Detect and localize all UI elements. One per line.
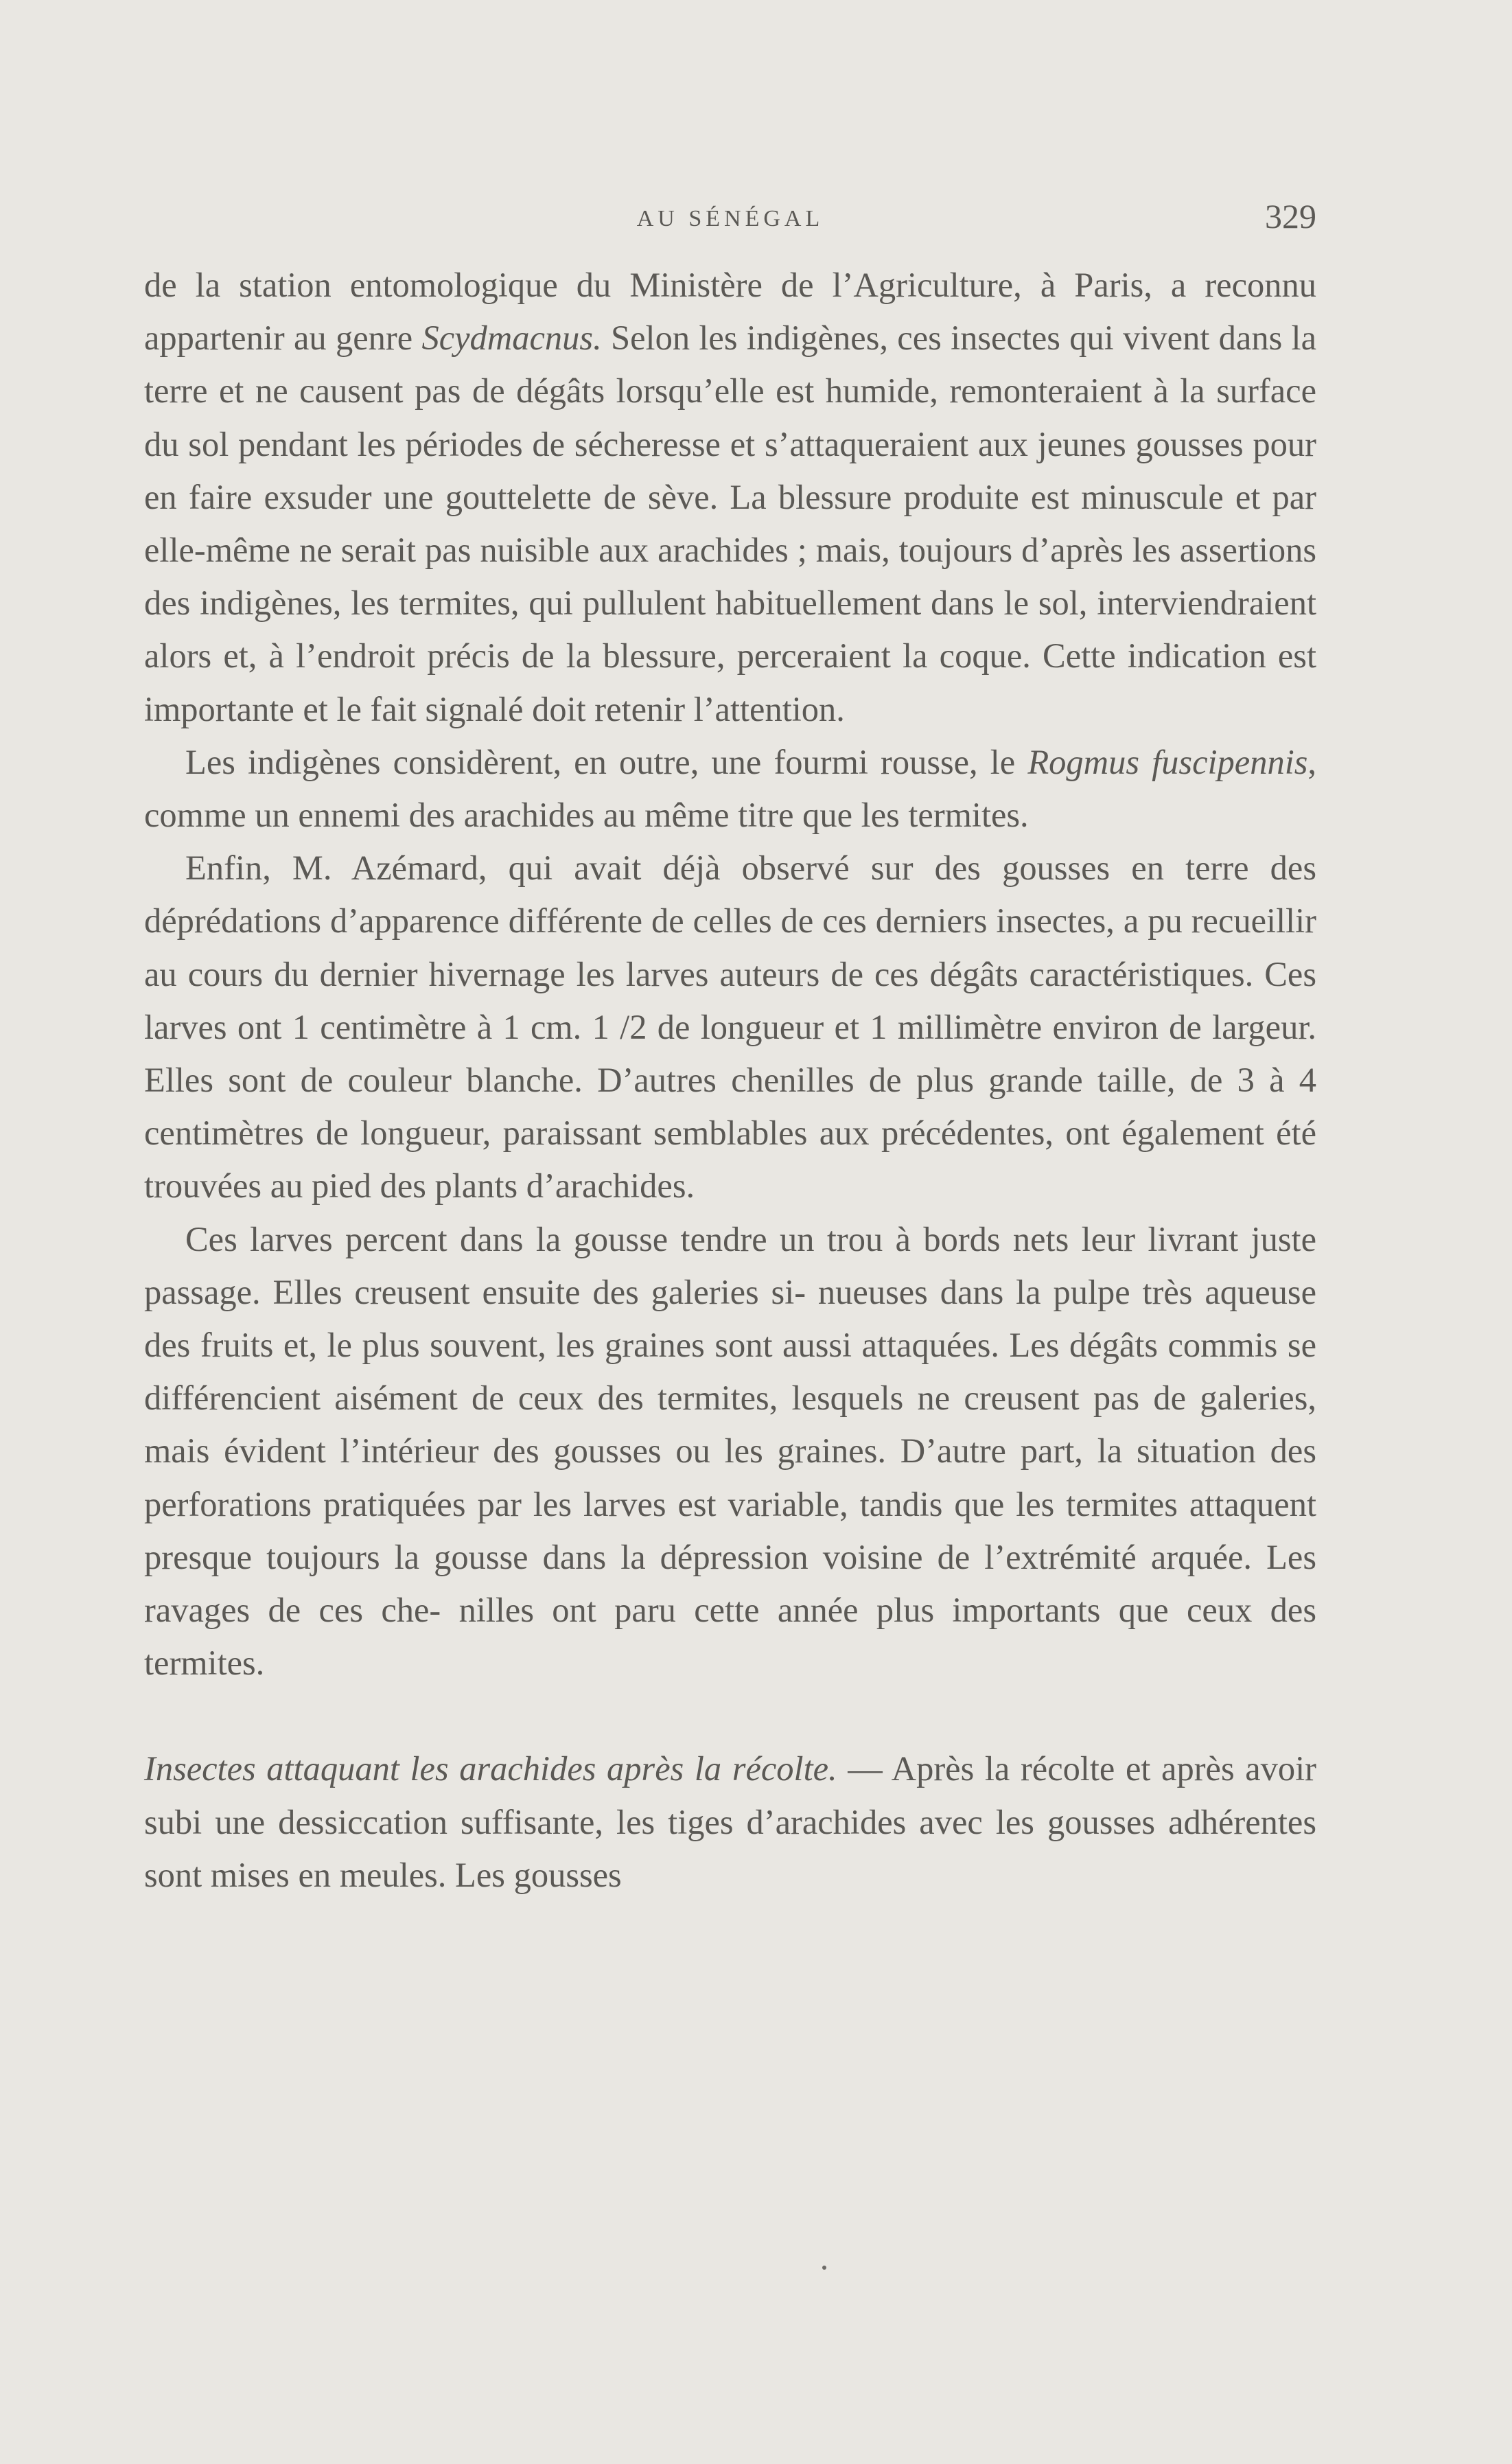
page-number: 329 — [1265, 197, 1316, 235]
paragraph-5-section — [144, 1742, 1316, 1902]
species-name-rogmus: Rogmus fuscipennis — [1027, 742, 1308, 781]
paragraph-1 — [144, 259, 1316, 736]
body-text — [144, 259, 1316, 1902]
paragraph-2-text-a: Les indigènes considèrent, en outre, une fourmi rousse, le — [185, 742, 1028, 781]
paragraph-5-text: — Après la récolte et après avoir subi une dessiccation suffisante, les tiges d’arachides avec les gousses adhérentes sont mises en meules. Les gousses — [144, 1749, 1316, 1894]
running-title: AU SÉNÉGAL — [636, 206, 824, 231]
paragraph-2-text-c: , comme un ennemi des arachides au même titre que les termites. — [144, 742, 1317, 835]
page-speck — [822, 2266, 826, 2270]
paragraph-2 — [144, 736, 1316, 842]
paragraph-1-text-c: Selon les indigènes, ces insectes qui vivent dans la terre et ne causent pas de dégâts lorsqu’elle est humide, remonteraient à la surface du sol pendant les périodes de sécheresse et s’attaqueraient aux jeunes gousses pour en faire exsuder une gouttelette de sève. La blessure produite est minuscule et par elle-même ne serait pas nuisible aux arachides ; mais, toujours d’après les assertions des indigènes, les termites, qui pullulent habituellement dans le sol, interviendraient alors et, à l’endroit précis de la blessure, perceraient la coque. Cette indication est importante et le fait signalé doit retenir l’attention. — [144, 319, 1317, 728]
genus-name-scydmacnus: Scydmacnus. — [421, 319, 602, 358]
paragraph-3: Enfin, M. Azémard, qui avait déjà observé sur des gousses en terre des déprédations d’apparence différente de celles de ces derniers insectes, a pu recueillir au cours du dernier hivernage les larves auteurs de ces dégâts caractéristiques. Ces larves ont 1 centimètre à 1 cm. 1 /2 de longueur et 1 millimètre environ de largeur. Elles sont de couleur blanche. D’autres chenilles de plus grande taille, de 3 à 4 centimètres de longueur, paraissant semblables aux précédentes, ont également été trouvées au pied des plants d’arachides. — [144, 849, 1316, 1206]
section-heading: Insectes attaquant les arachides après la récolte. — [144, 1749, 837, 1788]
paragraph-4: Ces larves percent dans la gousse tendre un trou à bords nets leur livrant juste passage. Elles creusent ensuite des galeries si- nueuses dans la pulpe très aqueuse des fruits et, le plus souvent, les graines sont aussi attaquées. Les dégâts commis se différencient aisément de ceux des termites, lesquels ne creusent pas de galeries, mais évident l’intérieur des gousses ou les graines. D’autre part, la situation des perforations pratiquées par les larves est variable, tandis que les termites attaquent presque toujours la gousse dans la dépression voisine de l’extrémité arquée. Les ravages de ces che- nilles ont paru cette année plus importants que ceux des termites. — [144, 1219, 1316, 1683]
running-header — [144, 196, 1316, 238]
paragraph-1-text-a: de la station entomologique du Ministère de l’Agriculture, à Paris, a reconnu appartenir au genre — [144, 266, 1316, 358]
